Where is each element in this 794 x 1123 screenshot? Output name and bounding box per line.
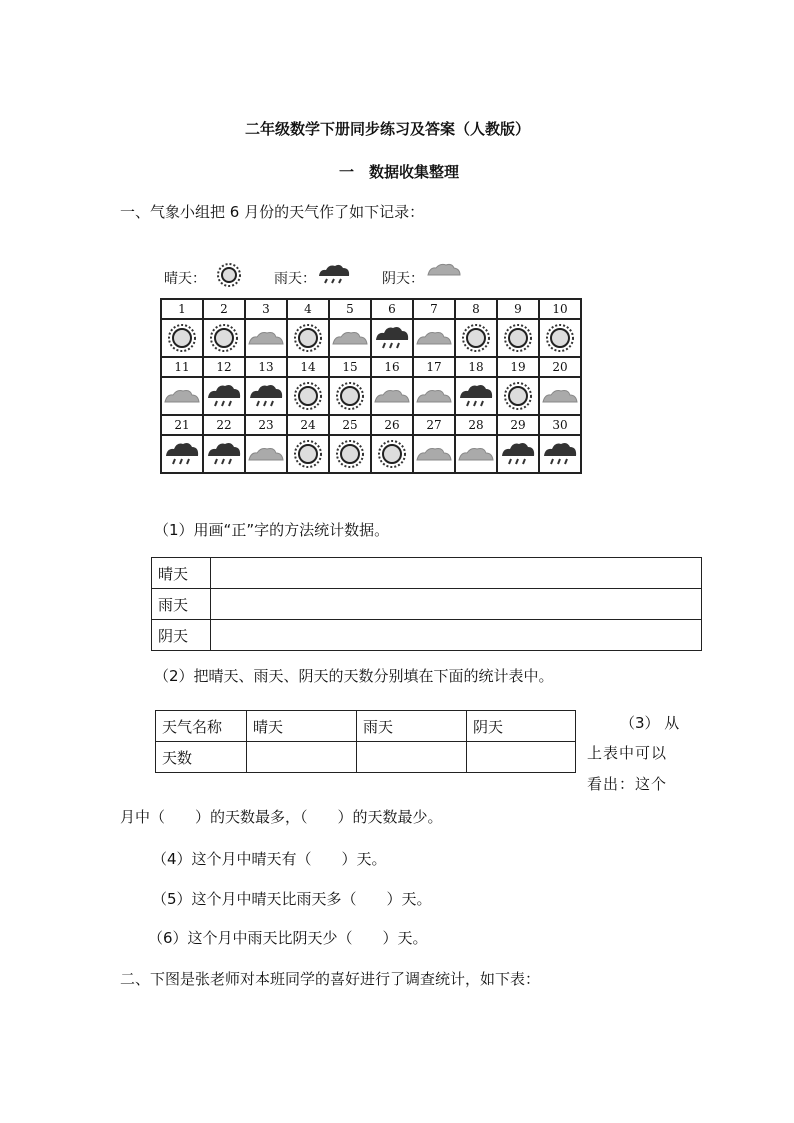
calendar-day-number: 10: [539, 299, 581, 319]
calendar-day-number: 11: [161, 357, 203, 377]
sun-icon: [293, 323, 323, 353]
calendar-day-number: 18: [455, 357, 497, 377]
calendar-weather-cell: [329, 377, 371, 415]
cloud-icon: [541, 386, 579, 406]
q2-intro: 二、下图是张老师对本班同学的喜好进行了调查统计，如下表：: [120, 970, 541, 988]
rain-cloud-icon: [205, 439, 243, 469]
calendar-day-number: 30: [539, 415, 581, 435]
sun-icon: [377, 439, 407, 469]
calendar-weather-cell: [245, 377, 287, 415]
q1-6-text: （6）这个月中雨天比阴天少（ ）天。: [148, 929, 428, 947]
calendar-weather-cell: [287, 319, 329, 357]
calendar-weather-cell: [371, 435, 413, 473]
calendar-weather-cell: [371, 377, 413, 415]
tally-table: [151, 557, 702, 651]
cloud-icon: [415, 386, 453, 406]
calendar-day-number: 22: [203, 415, 245, 435]
calendar-weather-cell: [539, 319, 581, 357]
tally-cell-sunny[interactable]: [211, 558, 702, 589]
calendar-weather-cell: [287, 377, 329, 415]
tally-cell-rain[interactable]: [211, 589, 702, 620]
rain-cloud-icon: [163, 439, 201, 469]
legend-sunny-label: 晴天：: [164, 271, 206, 287]
calendar-weather-cell: [539, 377, 581, 415]
calendar-weather-cell: [245, 435, 287, 473]
weather-calendar: [160, 298, 582, 474]
sun-icon: [293, 381, 323, 411]
sun-icon: [545, 323, 575, 353]
q1-3-line3: 看出：这个: [587, 775, 668, 793]
calendar-day-number: 8: [455, 299, 497, 319]
stat-cell-rain[interactable]: [357, 742, 467, 773]
calendar-day-number: 15: [329, 357, 371, 377]
rain-cloud-icon: [373, 323, 411, 353]
calendar-day-number: 3: [245, 299, 287, 319]
sun-icon: [503, 381, 533, 411]
section-title: 一 数据收集整理: [339, 163, 460, 181]
legend-cloudy-label: 阴天：: [382, 271, 424, 287]
rain-cloud-icon: [247, 381, 285, 411]
q1-3-continuation: 月中（ ）的天数最多，（ ）的天数最少。: [120, 808, 443, 826]
stat-header-sunny: 晴天: [247, 711, 357, 742]
calendar-weather-cell: [455, 435, 497, 473]
stat-row-label: 天数: [156, 742, 247, 773]
calendar-weather-cell: [455, 377, 497, 415]
stat-table: [155, 710, 576, 773]
calendar-day-number: 24: [287, 415, 329, 435]
sun-icon: [209, 323, 239, 353]
calendar-day-number: 5: [329, 299, 371, 319]
rain-cloud-icon: [205, 381, 243, 411]
cloud-icon: [247, 444, 285, 464]
q1-3-line1: （3） 从: [620, 714, 680, 732]
calendar-weather-cell: [161, 319, 203, 357]
stat-header-rain: 雨天: [357, 711, 467, 742]
sun-icon: [335, 381, 365, 411]
calendar-weather-cell: [497, 377, 539, 415]
calendar-weather-cell: [497, 435, 539, 473]
stat-header-cloudy: 阴天: [467, 711, 576, 742]
sun-icon: [293, 439, 323, 469]
q1-intro: 一、气象小组把 6 月份的天气作了如下记录：: [120, 203, 425, 221]
calendar-day-number: 7: [413, 299, 455, 319]
rain-cloud-icon: [457, 381, 495, 411]
cloud-icon: [415, 328, 453, 348]
calendar-day-number: 21: [161, 415, 203, 435]
rain-cloud-icon: [499, 439, 537, 469]
calendar-weather-cell: [497, 319, 539, 357]
rain-cloud-icon: [541, 439, 579, 469]
calendar-weather-cell: [245, 319, 287, 357]
sun-icon: [216, 262, 242, 288]
cloud-icon: [247, 328, 285, 348]
calendar-weather-cell: [203, 435, 245, 473]
calendar-day-number: 17: [413, 357, 455, 377]
calendar-day-number: 28: [455, 415, 497, 435]
cloud-icon: [373, 386, 411, 406]
q1-2-text: （2）把晴天、雨天、阴天的天数分别填在下面的统计表中。: [154, 667, 554, 685]
calendar-weather-cell: [413, 435, 455, 473]
cloud-icon: [426, 262, 462, 276]
q1-1-text: （1）用画“正”字的方法统计数据。: [154, 521, 390, 539]
calendar-day-number: 19: [497, 357, 539, 377]
calendar-day-number: 14: [287, 357, 329, 377]
calendar-day-number: 23: [245, 415, 287, 435]
calendar-day-number: 13: [245, 357, 287, 377]
calendar-day-number: 26: [371, 415, 413, 435]
q1-3-line2: 上表中可以: [587, 744, 668, 762]
calendar-weather-cell: [329, 319, 371, 357]
calendar-weather-cell: [161, 377, 203, 415]
calendar-weather-cell: [161, 435, 203, 473]
q1-4-text: （4）这个月中晴天有（ ）天。: [152, 850, 387, 868]
sun-icon: [461, 323, 491, 353]
cloud-icon: [163, 386, 201, 406]
stat-cell-sunny[interactable]: [247, 742, 357, 773]
cloud-icon: [415, 444, 453, 464]
calendar-day-number: 20: [539, 357, 581, 377]
tally-label-rain: 雨天: [152, 589, 211, 620]
calendar-day-number: 2: [203, 299, 245, 319]
tally-cell-cloudy[interactable]: [211, 620, 702, 651]
calendar-day-number: 27: [413, 415, 455, 435]
calendar-day-number: 6: [371, 299, 413, 319]
calendar-weather-cell: [539, 435, 581, 473]
doc-title: 二年级数学下册同步练习及答案（人教版）: [245, 120, 531, 138]
stat-header-name: 天气名称: [156, 711, 247, 742]
calendar-day-number: 9: [497, 299, 539, 319]
calendar-weather-cell: [203, 377, 245, 415]
cloud-icon: [331, 328, 369, 348]
cloud-icon: [457, 444, 495, 464]
q1-5-text: （5）这个月中晴天比雨天多（ ）天。: [152, 890, 432, 908]
calendar-day-number: 4: [287, 299, 329, 319]
tally-label-sunny: 晴天: [152, 558, 211, 589]
calendar-weather-cell: [455, 319, 497, 357]
calendar-day-number: 29: [497, 415, 539, 435]
sun-icon: [503, 323, 533, 353]
calendar-day-number: 1: [161, 299, 203, 319]
calendar-weather-cell: [203, 319, 245, 357]
calendar-weather-cell: [413, 377, 455, 415]
calendar-day-number: 16: [371, 357, 413, 377]
tally-label-cloudy: 阴天: [152, 620, 211, 651]
stat-cell-cloudy[interactable]: [467, 742, 576, 773]
weather-legend: [164, 262, 464, 288]
sun-icon: [167, 323, 197, 353]
sun-icon: [335, 439, 365, 469]
calendar-weather-cell: [287, 435, 329, 473]
rain-cloud-icon: [316, 262, 352, 286]
calendar-table: [160, 298, 582, 474]
calendar-weather-cell: [413, 319, 455, 357]
calendar-weather-cell: [329, 435, 371, 473]
calendar-day-number: 25: [329, 415, 371, 435]
calendar-weather-cell: [371, 319, 413, 357]
legend-rain-label: 雨天：: [274, 271, 316, 287]
calendar-day-number: 12: [203, 357, 245, 377]
